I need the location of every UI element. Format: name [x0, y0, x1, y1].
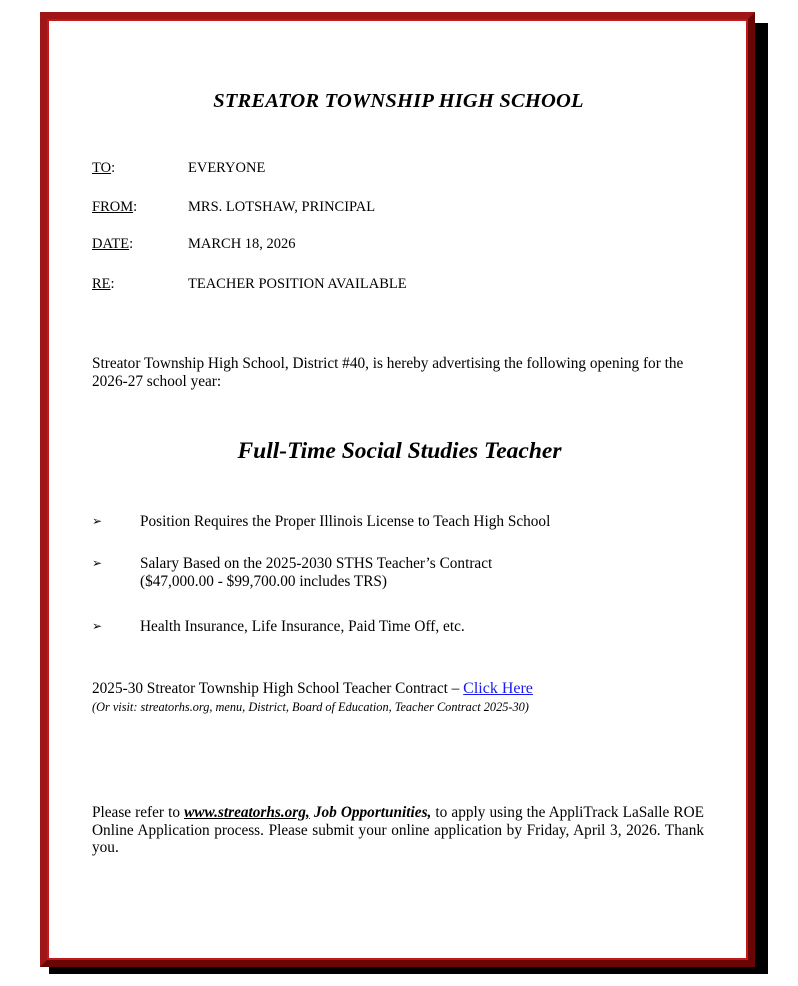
list-item-subtext: ($47,000.00 - $99,700.00 includes TRS) — [140, 572, 388, 590]
apply-prefix: Please refer to — [92, 804, 185, 821]
memo-re-value: TEACHER POSITION AVAILABLE — [188, 276, 407, 292]
arrow-bullet-icon: ➢ — [92, 619, 103, 633]
memo-from-row: FROM: MRS. LOTSHAW, PRINCIPAL — [92, 199, 376, 215]
job-opportunities-text: Job Opportunities, — [313, 804, 432, 821]
arrow-bullet-icon: ➢ — [92, 514, 103, 528]
memo-from-value: MRS. LOTSHAW, PRINCIPAL — [188, 199, 376, 215]
list-item-text: Position Requires the Proper Illinois License to Teach High School — [140, 513, 551, 530]
memo-re-label: RE — [92, 276, 111, 292]
position-title: Full-Time Social Studies Teacher — [237, 438, 562, 464]
memo-from-label: FROM — [92, 199, 134, 215]
contract-note: (Or visit: streatorhs.org, menu, District, Board of Education, Teacher Contract 2025-30) — [92, 700, 529, 714]
memo-date-label: DATE — [92, 236, 130, 252]
contract-line — [92, 680, 533, 698]
apply-paragraph — [92, 804, 704, 857]
arrow-bullet-icon: ➢ — [92, 556, 103, 570]
memo-date-row: DATE: MARCH 18, 2026 — [92, 236, 296, 252]
apply-suffix: to apply using the AppliTrack LaSalle ROE Online Application process. Please submit your online application by Friday, April 3, 2026. Thank you. — [92, 804, 705, 856]
website-link[interactable]: www.streatorhs.org, — [184, 804, 310, 821]
memo-to-value: EVERYONE — [188, 160, 266, 176]
list-item-text: Salary Based on the 2025-2030 STHS Teacher’s Contract — [140, 555, 493, 572]
click-here-link[interactable]: Click Here — [463, 680, 533, 697]
contract-text: 2025-30 Streator Township High School Teacher Contract – — [92, 680, 464, 697]
memo-re-row: RE: TEACHER POSITION AVAILABLE — [92, 276, 407, 292]
school-name: STREATOR TOWNSHIP HIGH SCHOOL — [213, 90, 584, 112]
list-item-text: Health Insurance, Life Insurance, Paid Time Off, etc. — [140, 618, 465, 635]
memo-date-value: MARCH 18, 2026 — [188, 236, 296, 252]
memo-to-label: TO — [92, 160, 112, 176]
intro-paragraph: Streator Township High School, District #40, is hereby advertising the following opening for the 2026-27 school year: — [92, 355, 684, 390]
memo-to-row: TO: EVERYONE — [92, 160, 266, 176]
